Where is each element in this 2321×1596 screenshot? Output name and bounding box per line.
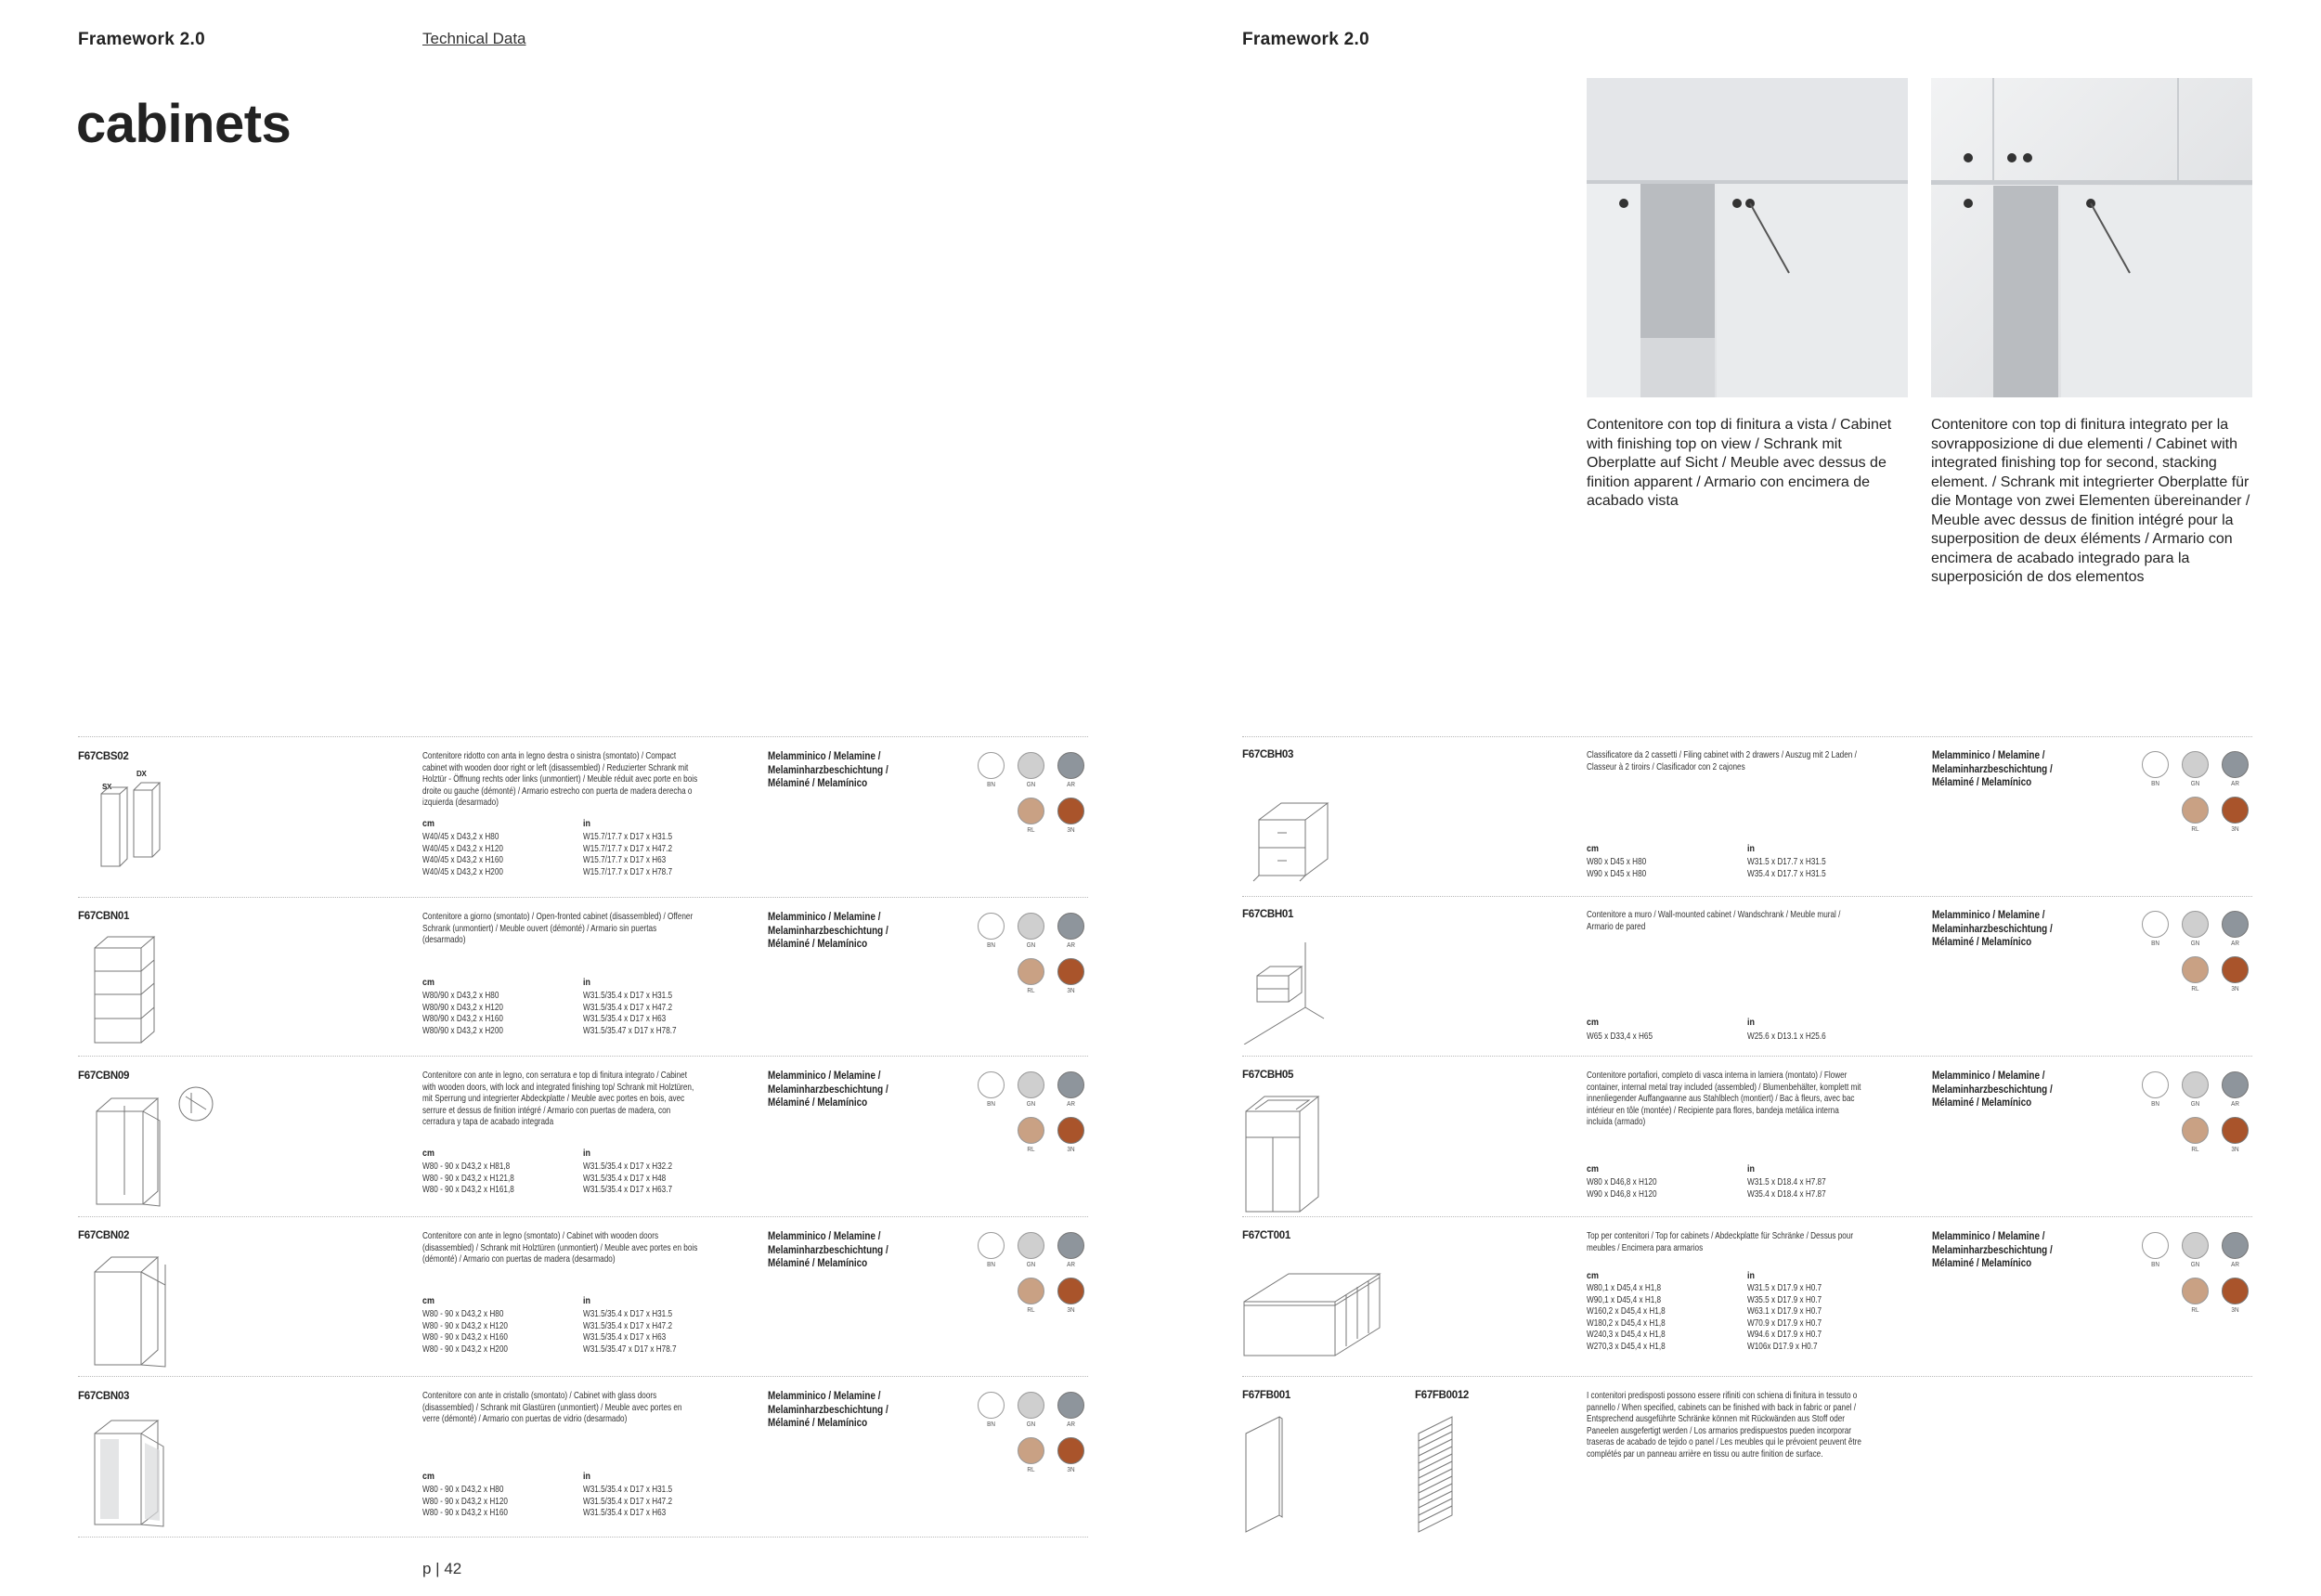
swatch-3n[interactable]	[2222, 1278, 2249, 1304]
cabinet-photo-open-top	[1587, 78, 1908, 397]
swatch-bn[interactable]	[2142, 751, 2169, 778]
swatch-label: BN	[987, 941, 995, 949]
unit-cm: cm	[422, 1148, 434, 1159]
swatch-rl[interactable]	[2182, 1278, 2209, 1304]
swatch-3n[interactable]	[2222, 956, 2249, 983]
swatch-label: AR	[1067, 1260, 1075, 1268]
unit-in: in	[583, 1295, 590, 1306]
swatch-label: RL	[1027, 825, 1035, 834]
swatch-label: BN	[2151, 1099, 2159, 1108]
divider	[78, 1537, 1088, 1538]
product-description: Contenitore ridotto con anta in legno destra o sinistra (smontato) / Compact cabinet with wooden door right or left (disassembled) / Reduzierter Schrank mit Holztür - Öffnung rechts oder links (unmontiert) / Meuble réduit avec porte en bois droite ou gauche (démonté) / Armario estrecho con puerta de madera derecha o izquierda (desarmado)	[422, 750, 698, 808]
swatch-label: GN	[1026, 780, 1036, 788]
dimensions-cm: W65 x D33,4 x H65	[1587, 1031, 1653, 1042]
swatch-label: AR	[2231, 779, 2239, 787]
swatch-label: GN	[1026, 1099, 1036, 1108]
swatch-3n[interactable]	[2222, 1117, 2249, 1144]
swatch-gn[interactable]	[1018, 1392, 1044, 1419]
swatch-gn[interactable]	[2182, 751, 2209, 778]
photo-caption-2: Contenitore con top di finitura integrato per la sovrapposizione di due elementi / Cabinet with integrated finishing top for second, stacking element. / Schrank mit integrierter Oberplatte für die Montage von zwei Elementen übereinander / Meuble avec dessus de finition intégré pour la superposition de deux éléments / Armario con encimera de acabado integrado para la superposición de dos elementos	[1931, 417, 2250, 585]
product-description: Contenitore con ante in cristallo (smontato) / Cabinet with glass doors (disassembled) / Schrank mit Glastüren (unmontiert) / Meuble avec portes en verre (démonté) / Armario con puertas de vidrio (desarmado)	[422, 1390, 682, 1424]
dx-label: DX	[136, 770, 147, 778]
material-label: Melamminico / Melamine / Melaminharzbeschichtung / Mélaminé / Melamínico	[1932, 1231, 2053, 1269]
product-row-f67cbh05	[1242, 1056, 2252, 1216]
swatch-label: GN	[1026, 941, 1036, 949]
product-code: F67FB0012	[1415, 1390, 1470, 1401]
product-row-f67ct001	[1242, 1216, 2252, 1376]
unit-cm: cm	[422, 1471, 434, 1482]
unit-cm: cm	[1587, 1017, 1599, 1028]
cabinet-drawing	[87, 1244, 180, 1374]
swatch-ar[interactable]	[1057, 1392, 1084, 1419]
material-label: Melamminico / Melamine / Melaminharzbeschichtung / Mélaminé / Melamínico	[768, 912, 888, 950]
swatch-label: RL	[1027, 1305, 1035, 1314]
swatch-label: 3N	[1067, 1305, 1075, 1314]
swatch-rl[interactable]	[1018, 958, 1044, 985]
swatch-label: RL	[2191, 824, 2199, 833]
swatch-label: 3N	[1067, 986, 1075, 994]
product-code: F67CBN03	[78, 1391, 130, 1402]
technical-data-link[interactable]: Technical Data	[422, 30, 526, 47]
swatch-bn[interactable]	[978, 1232, 1005, 1259]
dimensions-in: W15.7/17.7 x D17 x H31.5 W15.7/17.7 x D17 x H47.2 W15.7/17.7 x D17 x H63 W15.7/17.7 x D17 x H78.7	[583, 831, 673, 877]
dimensions-in: W31.5/35.4 x D17 x H31.5 W31.5/35.4 x D17 x H47.2 W31.5/35.4 x D17 x H63 W31.5/35.47 x D17 x H78.7	[583, 990, 677, 1036]
unit-in: in	[583, 818, 590, 829]
product-description: Contenitore con ante in legno (smontato) / Cabinet with wooden doors (disassembled) / Schrank mit Holztüren (unmontiert) / Meuble avec portes en bois (démonté) / Armario con puertas de madera (desarmado)	[422, 1230, 698, 1265]
swatch-label: GN	[2190, 1099, 2200, 1108]
dimensions-cm: W80 - 90 x D43,2 x H81,8 W80 - 90 x D43,2 x H121,8 W80 - 90 x D43,2 x H161,8	[422, 1161, 514, 1195]
swatch-label: 3N	[1067, 1145, 1075, 1153]
unit-cm: cm	[422, 977, 434, 988]
product-description: Contenitore con ante in legno, con serratura e top di finitura integrato / Cabinet with wooden doors, with lock and integrated finishing top/ Schrank mit Holztüren, mit Sperrung und integrierter Abdeckplatte / Meuble avec portes en bois, avec serrure et dessus de finition intégré / Armario con puertas de madera, con cerradura y tapa de acabado integrada	[422, 1070, 694, 1127]
swatch-bn[interactable]	[978, 1071, 1005, 1098]
cabinet-drawing	[1242, 942, 1326, 1045]
swatch-ar[interactable]	[2222, 911, 2249, 938]
swatch-label: AR	[2231, 1099, 2239, 1108]
swatch-gn[interactable]	[2182, 911, 2209, 938]
cabinet-drawing	[1242, 1091, 1326, 1216]
unit-in: in	[1747, 1163, 1755, 1174]
product-description: Contenitore portafiori, completo di vasca interna in lamiera (montato) / Flower container, internal metal tray included (assembled) / Blumenbehälter, komplett mit innenliegender Auffangwanne aus Stahlblech (montiert) / Bac à fleurs, avec bac intérieur en tôle (montée) / Recipiente para flores, bandeja metálica interna incluida (armado)	[1587, 1070, 1861, 1127]
swatch-3n[interactable]	[1057, 1117, 1084, 1144]
cabinet-drawing	[92, 773, 166, 876]
swatch-label: BN	[2151, 779, 2159, 787]
swatch-3n[interactable]	[1057, 1437, 1084, 1464]
swatch-3n[interactable]	[1057, 798, 1084, 824]
swatch-bn[interactable]	[2142, 1232, 2169, 1259]
swatch-label: BN	[987, 1099, 995, 1108]
sx-label: SX	[102, 783, 112, 791]
swatch-3n[interactable]	[2222, 797, 2249, 824]
cabinet-drawing	[87, 929, 171, 1050]
swatch-label: 3N	[1067, 825, 1075, 834]
swatch-ar[interactable]	[1057, 913, 1084, 940]
dimensions-in: W25.6 x D13.1 x H25.6	[1747, 1031, 1826, 1042]
product-row-f67cbn03	[78, 1376, 1088, 1537]
swatch-bn[interactable]	[978, 752, 1005, 779]
swatch-label: 3N	[2231, 824, 2239, 833]
product-code: F67CBN01	[78, 911, 130, 922]
material-label: Melamminico / Melamine / Melaminharzbeschichtung / Mélaminé / Melamínico	[768, 751, 888, 789]
unit-in: in	[1747, 843, 1755, 854]
swatch-ar[interactable]	[1057, 1071, 1084, 1098]
dimensions-in: W31.5/35.4 x D17 x H31.5 W31.5/35.4 x D17 x H47.2 W31.5/35.4 x D17 x H63	[583, 1484, 673, 1518]
swatch-bn[interactable]	[2142, 911, 2169, 938]
product-row-f67cbh01	[1242, 896, 2252, 1056]
dimensions-in: W31.5 x D18.4 x H7.87 W35.4 x D18.4 x H7.87	[1747, 1176, 1826, 1200]
swatch-label: BN	[987, 780, 995, 788]
page-title: cabinets	[76, 94, 292, 154]
product-code: F67FB001	[1242, 1390, 1290, 1401]
cabinet-drawing	[1251, 783, 1344, 885]
swatch-gn[interactable]	[1018, 913, 1044, 940]
dimensions-cm: W40/45 x D43,2 x H80 W40/45 x D43,2 x H120 W40/45 x D43,2 x H160 W40/45 x D43,2 x H200	[422, 831, 503, 877]
swatch-label: GN	[2190, 1260, 2200, 1268]
swatch-rl[interactable]	[2182, 1117, 2209, 1144]
swatch-label: RL	[1027, 986, 1035, 994]
swatch-label: AR	[1067, 1420, 1075, 1428]
swatch-label: RL	[1027, 1465, 1035, 1473]
dimensions-cm: W80 x D45 x H80 W90 x D45 x H80	[1587, 856, 1647, 879]
product-code: F67CBH01	[1242, 909, 1294, 920]
material-label: Melamminico / Melamine / Melaminharzbeschichtung / Mélaminé / Melamínico	[1932, 1070, 2053, 1109]
unit-in: in	[1747, 1270, 1755, 1281]
product-code: F67CBS02	[78, 751, 129, 762]
swatch-label: 3N	[2231, 1145, 2239, 1153]
unit-in: in	[583, 1148, 590, 1159]
fabric-panel-drawing	[1242, 1413, 1298, 1538]
swatch-label: 3N	[1067, 1465, 1075, 1473]
swatch-gn[interactable]	[2182, 1071, 2209, 1098]
swatch-label: AR	[2231, 1260, 2239, 1268]
material-label: Melamminico / Melamine / Melaminharzbeschichtung / Mélaminé / Melamínico	[1932, 910, 2053, 948]
dimensions-in: W31.5 x D17.9 x H0.7 W35.5 x D17.9 x H0.7 W63.1 x D17.9 x H0.7 W70.9 x D17.9 x H0.7 W94.6 x D17.9 x H0.7 W106x D17.9 x H0.7	[1747, 1282, 1822, 1352]
product-description: Contenitore a giorno (smontato) / Open-fronted cabinet (disassembled) / Offener Schrank (unmontiert) / Meuble ouvert (démonté) / Armario sin puertas (desarmado)	[422, 911, 694, 945]
swatch-label: GN	[2190, 779, 2200, 787]
product-description: Classificatore da 2 cassetti / Filing cabinet with 2 drawers / Auszug mit 2 Laden / Classeur à 2 tiroirs / Clasificador con 2 cajones	[1587, 749, 1857, 772]
cabinet-drawing	[87, 1413, 180, 1534]
swatch-label: BN	[987, 1420, 995, 1428]
swatch-label: RL	[2191, 984, 2199, 993]
unit-in: in	[1747, 1017, 1755, 1028]
swatch-label: AR	[1067, 780, 1075, 788]
swatch-gn[interactable]	[1018, 1232, 1044, 1259]
swatch-label: AR	[1067, 941, 1075, 949]
photo-caption-1: Contenitore con top di finitura a vista / Cabinet with finishing top on view / Schrank mit Oberplatte auf Sicht / Meuble avec dessus de finition apparent / Armario con encimera de acabado vista	[1587, 417, 1892, 509]
dimensions-in: W31.5/35.4 x D17 x H31.5 W31.5/35.4 x D17 x H47.2 W31.5/35.4 x D17 x H63 W31.5/35.47 x D17 x H78.7	[583, 1308, 677, 1355]
product-row-f67cbh03	[1242, 736, 2252, 896]
material-label: Melamminico / Melamine / Melaminharzbeschichtung / Mélaminé / Melamínico	[768, 1391, 888, 1429]
back-panels-description: I contenitori predisposti possono essere rifiniti con schiena di finitura in tessuto o pannello / When specified, cabinets can be finished with back in fabric or panel / Entsprechend ausgeführte Schränke können mit Rückwänden aus Stoff oder Paneelen ausgefertigt werden / Los armarios predispuestos pueden incorporar traseras de acabado de tejido o panel / Les meubles qui le prévoient peuvent être complétés par un panneau arrière en tissu ou autre finition de surface.	[1587, 1390, 1861, 1460]
product-row-f67cbn09	[78, 1056, 1088, 1216]
material-label: Melamminico / Melamine / Melaminharzbeschichtung / Mélaminé / Melamínico	[768, 1231, 888, 1269]
swatch-label: AR	[2231, 939, 2239, 947]
dimensions-in: W31.5/35.4 x D17 x H32.2 W31.5/35.4 x D17 x H48 W31.5/35.4 x D17 x H63.7	[583, 1161, 673, 1195]
dimensions-cm: W80/90 x D43,2 x H80 W80/90 x D43,2 x H120 W80/90 x D43,2 x H160 W80/90 x D43,2 x H200	[422, 990, 503, 1036]
brand-right: Framework 2.0	[1242, 30, 1369, 49]
product-code: F67CBN09	[78, 1070, 130, 1082]
material-label: Melamminico / Melamine / Melaminharzbeschichtung / Mélaminé / Melamínico	[1932, 750, 2053, 788]
cabinet-drawing	[87, 1083, 217, 1213]
swatch-label: 3N	[2231, 984, 2239, 993]
swatch-3n[interactable]	[1057, 958, 1084, 985]
swatch-rl[interactable]	[2182, 797, 2209, 824]
unit-in: in	[583, 977, 590, 988]
product-code: F67CBH03	[1242, 749, 1294, 760]
swatch-ar[interactable]	[2222, 1232, 2249, 1259]
swatch-label: GN	[1026, 1420, 1036, 1428]
unit-in: in	[583, 1471, 590, 1482]
swatch-label: AR	[1067, 1099, 1075, 1108]
dimensions-in: W31.5 x D17.7 x H31.5 W35.4 x D17.7 x H31.5	[1747, 856, 1826, 879]
product-row-f67cbs02	[78, 736, 1088, 897]
swatch-label: RL	[2191, 1305, 2199, 1314]
unit-cm: cm	[422, 818, 434, 829]
swatch-ar[interactable]	[1057, 1232, 1084, 1259]
swatch-label: GN	[2190, 939, 2200, 947]
material-label: Melamminico / Melamine / Melaminharzbeschichtung / Mélaminé / Melamínico	[768, 1070, 888, 1109]
product-code: F67CBN02	[78, 1230, 130, 1241]
product-description: Contenitore a muro / Wall-mounted cabinet / Wandschrank / Meuble mural / Armario de pared	[1587, 909, 1841, 932]
brand-left: Framework 2.0	[78, 30, 205, 49]
product-row-f67cbn02	[78, 1216, 1088, 1376]
swatch-bn[interactable]	[978, 1392, 1005, 1419]
swatch-ar[interactable]	[1057, 752, 1084, 779]
swatch-label: GN	[1026, 1260, 1036, 1268]
swatch-3n[interactable]	[1057, 1278, 1084, 1304]
swatch-rl[interactable]	[1018, 1437, 1044, 1464]
unit-cm: cm	[422, 1295, 434, 1306]
product-description: Top per contenitori / Top for cabinets / Abdeckplatte für Schränke / Dessus pour meubles / Encimera para armarios	[1587, 1230, 1854, 1253]
slatted-panel-drawing	[1415, 1413, 1471, 1538]
product-code: F67CBH05	[1242, 1070, 1294, 1081]
back-panels-row	[1242, 1376, 2252, 1534]
swatch-ar[interactable]	[2222, 751, 2249, 778]
cabinet-photo-stacked	[1931, 78, 2252, 397]
dimensions-cm: W80,1 x D45,4 x H1,8 W90,1 x D45,4 x H1,8 W160,2 x D45,4 x H1,8 W180,2 x D45,4 x H1,8 W240,3 x D45,4 x H1,8 W270,3 x D45,4 x H1,8	[1587, 1282, 1666, 1352]
product-row-f67cbn01	[78, 897, 1088, 1056]
swatch-rl[interactable]	[2182, 956, 2209, 983]
swatch-gn[interactable]	[1018, 752, 1044, 779]
swatch-label: BN	[2151, 1260, 2159, 1268]
swatch-bn[interactable]	[2142, 1071, 2169, 1098]
dimensions-cm: W80 - 90 x D43,2 x H80 W80 - 90 x D43,2 x H120 W80 - 90 x D43,2 x H160 W80 - 90 x D43,2 x H200	[422, 1308, 508, 1355]
swatch-rl[interactable]	[1018, 1117, 1044, 1144]
swatch-label: BN	[987, 1260, 995, 1268]
cabinet-drawing	[1242, 1253, 1391, 1365]
swatch-rl[interactable]	[1018, 1278, 1044, 1304]
swatch-label: 3N	[2231, 1305, 2239, 1314]
page-number: p | 42	[422, 1560, 462, 1577]
swatch-bn[interactable]	[978, 913, 1005, 940]
swatch-gn[interactable]	[1018, 1071, 1044, 1098]
swatch-ar[interactable]	[2222, 1071, 2249, 1098]
swatch-rl[interactable]	[1018, 798, 1044, 824]
unit-cm: cm	[1587, 1163, 1599, 1174]
swatch-label: RL	[1027, 1145, 1035, 1153]
dimensions-cm: W80 x D46,8 x H120 W90 x D46,8 x H120	[1587, 1176, 1657, 1200]
unit-cm: cm	[1587, 1270, 1599, 1281]
swatch-label: RL	[2191, 1145, 2199, 1153]
unit-cm: cm	[1587, 843, 1599, 854]
swatch-label: BN	[2151, 939, 2159, 947]
product-code: F67CT001	[1242, 1230, 1290, 1241]
swatch-gn[interactable]	[2182, 1232, 2209, 1259]
dimensions-cm: W80 - 90 x D43,2 x H80 W80 - 90 x D43,2 x H120 W80 - 90 x D43,2 x H160	[422, 1484, 508, 1518]
